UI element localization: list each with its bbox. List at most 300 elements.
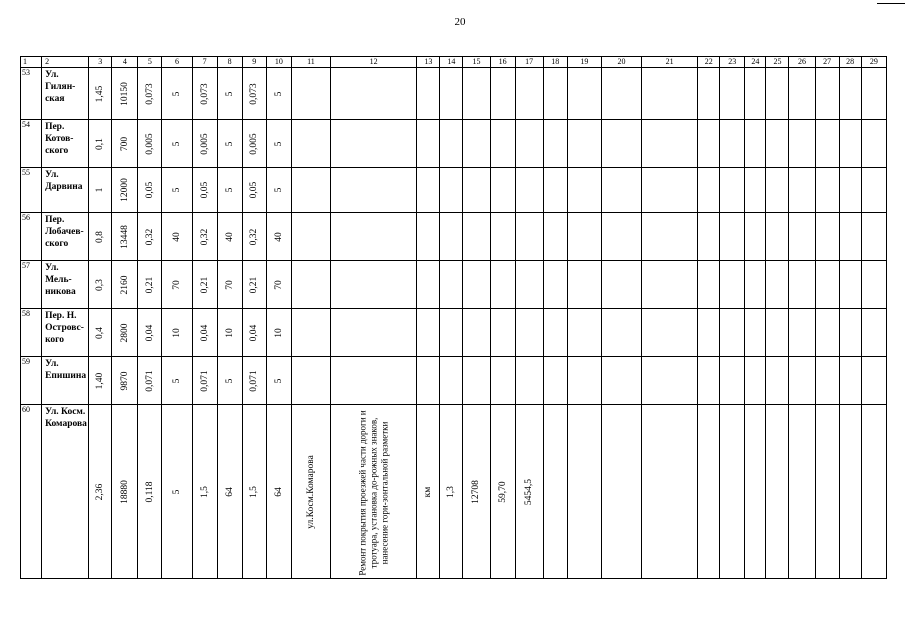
row-number: 59 [21,357,42,405]
column-header: 6 [162,57,192,68]
column-header: 17 [515,57,543,68]
empty-cell [291,213,330,261]
cell-col-11 [291,405,330,579]
empty-cell [463,261,490,309]
empty-cell [720,261,745,309]
empty-cell [567,357,601,405]
empty-cell [417,261,440,309]
cell-value: 0,4 [95,326,106,339]
column-header: 28 [839,57,861,68]
cell-col-4 [112,68,138,120]
cell-col-16 [490,405,515,579]
row-number: 53 [21,68,42,120]
cell-value: 1,5 [249,485,260,498]
cell-col-4 [112,261,138,309]
cell-col-9 [242,357,266,405]
cell-value: 1,40 [95,372,106,389]
cell-col-3 [89,120,112,168]
empty-cell [815,68,839,120]
empty-cell [543,168,567,213]
cell-col-3 [89,168,112,213]
cell-value: 12000 [119,178,130,202]
cell-col-6 [162,405,192,579]
cell-value: 10 [172,327,182,338]
empty-cell [490,68,515,120]
cell-col-17 [515,405,543,579]
cell-col-3 [89,213,112,261]
empty-cell [490,213,515,261]
column-header: 1 [21,57,42,68]
street-name: Ул. Косм. Комарова [42,405,89,579]
empty-cell [839,168,861,213]
row-number: 54 [21,120,42,168]
empty-cell [839,357,861,405]
column-header: 13 [417,57,440,68]
empty-cell [330,309,416,357]
cell-col-9 [242,309,266,357]
column-header: 23 [720,57,745,68]
cell-col-4 [112,120,138,168]
empty-cell [417,309,440,357]
cell-col-8 [217,405,242,579]
empty-cell [543,261,567,309]
empty-cell [698,168,720,213]
empty-cell [861,68,886,120]
cell-col-5 [138,357,162,405]
cell-value: 0,32 [199,228,210,245]
empty-cell [440,168,463,213]
empty-cell [463,213,490,261]
empty-cell [601,261,641,309]
cell-col-4 [112,168,138,213]
empty-cell [440,213,463,261]
street-name: Ул. Гилян- ская [42,68,89,120]
empty-cell [745,357,766,405]
cell-value: км [423,486,434,497]
column-header: 20 [601,57,641,68]
street-name: Ул. Епишина [42,357,89,405]
empty-cell [720,68,745,120]
cell-value: 64 [273,486,284,497]
empty-cell [789,120,815,168]
empty-cell [815,213,839,261]
page-number: 20 [454,16,466,28]
cell-col-10 [266,357,291,405]
cell-col-7 [192,68,217,120]
empty-cell [515,68,543,120]
cell-col-6 [162,213,192,261]
cell-col-9 [242,261,266,309]
street-name: Ул. Дарвина [42,168,89,213]
column-header: 3 [89,57,112,68]
cell-value: 0,071 [144,369,155,392]
cell-value: 59,70 [497,480,508,503]
cell-value: 5 [273,187,284,193]
empty-cell [515,168,543,213]
cell-value: 5 [224,187,235,193]
cell-value: 0,05 [144,181,155,199]
empty-cell [291,120,330,168]
empty-cell [720,168,745,213]
empty-cell [440,261,463,309]
empty-cell [543,120,567,168]
empty-cell [543,309,567,357]
cell-col-5 [138,309,162,357]
cell-col-8 [217,309,242,357]
empty-cell [330,120,416,168]
empty-cell [463,120,490,168]
cell-col-10 [266,68,291,120]
column-header: 2 [42,57,89,68]
empty-cell [417,68,440,120]
cell-value: 70 [172,279,182,290]
row-number: 57 [21,261,42,309]
empty-cell [291,261,330,309]
empty-cell [839,213,861,261]
cell-col-9 [242,168,266,213]
empty-cell [642,309,698,357]
cell-col-10 [266,120,291,168]
cell-value: 0,21 [144,276,155,293]
empty-cell [745,261,766,309]
cell-value: 0,071 [199,369,210,392]
cell-col-10 [266,168,291,213]
empty-cell [815,168,839,213]
empty-cell [642,120,698,168]
cell-value: 10 [273,327,284,338]
cell-value: 5 [273,91,284,96]
cell-col-10 [266,261,291,309]
empty-cell [567,261,601,309]
cell-col-3 [89,405,112,579]
cell-value: 2800 [119,323,130,342]
column-header: 8 [217,57,242,68]
empty-cell [490,309,515,357]
empty-cell [745,309,766,357]
cell-value: 0,005 [199,132,210,155]
column-header: 19 [567,57,601,68]
row-number: 55 [21,168,42,213]
empty-cell [789,357,815,405]
cell-col-6 [162,168,192,213]
cell-col-4 [112,213,138,261]
empty-cell [543,68,567,120]
empty-cell [861,120,886,168]
empty-cell [417,120,440,168]
empty-cell [601,68,641,120]
street-name: Пер. Котов- ского [42,120,89,168]
cell-value: 1 [95,187,106,193]
table-row [21,261,887,309]
column-header: 10 [266,57,291,68]
column-header: 27 [815,57,839,68]
row-number: 60 [21,405,42,579]
cell-value: 5 [224,378,235,383]
empty-cell [861,405,886,579]
empty-cell [515,213,543,261]
cell-col-3 [89,309,112,357]
cell-col-7 [192,213,217,261]
empty-cell [330,261,416,309]
empty-cell [698,357,720,405]
cell-value: 0,04 [144,324,155,341]
top-right-rule [877,3,905,4]
empty-cell [567,120,601,168]
empty-cell [815,309,839,357]
empty-cell [745,213,766,261]
empty-cell [789,68,815,120]
cell-col-6 [162,309,192,357]
empty-cell [789,309,815,357]
column-header: 4 [112,57,138,68]
cell-value: 0,073 [144,82,155,105]
column-header: 16 [490,57,515,68]
cell-value: 1,3 [446,485,457,498]
empty-cell [601,357,641,405]
row-number: 56 [21,213,42,261]
empty-cell [490,261,515,309]
column-header: 5 [138,57,162,68]
empty-cell [698,405,720,579]
cell-value: 0,21 [249,276,260,293]
empty-cell [839,309,861,357]
empty-cell [440,309,463,357]
cell-col-7 [192,405,217,579]
cell-value: 5 [172,489,182,494]
empty-cell [601,120,641,168]
table-row [21,357,887,405]
cell-col-4 [112,309,138,357]
cell-col-7 [192,309,217,357]
cell-value: 5 [172,378,182,383]
empty-cell [839,120,861,168]
empty-cell [861,168,886,213]
cell-col-7 [192,168,217,213]
cell-col-6 [162,357,192,405]
cell-value: 700 [119,136,130,151]
column-header: 24 [745,57,766,68]
empty-cell [440,357,463,405]
empty-cell [789,213,815,261]
empty-cell [601,213,641,261]
empty-cell [440,120,463,168]
empty-cell [567,405,601,579]
empty-cell [698,68,720,120]
work-description: Ремонт покрытия проезжей части дороги и тротуара, установка до-рожных знаков, нанесение гори-зонтальной разметки [357,410,390,576]
empty-cell [417,168,440,213]
empty-cell [490,120,515,168]
data-table [20,56,887,579]
column-header: 12 [330,57,416,68]
column-header: 25 [766,57,789,68]
empty-cell [766,168,789,213]
empty-cell [601,405,641,579]
empty-cell [745,68,766,120]
row-number: 58 [21,309,42,357]
cell-value: 0,32 [144,228,155,245]
table-row [21,309,887,357]
cell-col-8 [217,357,242,405]
empty-cell [642,213,698,261]
empty-cell [720,357,745,405]
cell-value: 0,04 [199,324,210,341]
empty-cell [698,120,720,168]
empty-cell [720,309,745,357]
empty-cell [515,357,543,405]
empty-cell [745,168,766,213]
cell-col-5 [138,213,162,261]
cell-col-4 [112,357,138,405]
empty-cell [766,405,789,579]
header-row [21,57,887,68]
cell-value: 70 [224,279,235,290]
cell-col-4 [112,405,138,579]
empty-cell [789,405,815,579]
empty-cell [698,309,720,357]
empty-cell [330,357,416,405]
empty-cell [839,261,861,309]
cell-col-6 [162,68,192,120]
cell-value: 5 [224,91,235,96]
column-header: 11 [291,57,330,68]
empty-cell [839,405,861,579]
empty-cell [766,213,789,261]
cell-value: 18880 [119,479,130,504]
empty-cell [766,309,789,357]
cell-value: 13448 [119,224,130,249]
cell-col-8 [217,68,242,120]
empty-cell [766,120,789,168]
empty-cell [440,68,463,120]
cell-value: 0,118 [144,480,155,503]
empty-cell [745,405,766,579]
cell-col-7 [192,120,217,168]
column-header: 29 [861,57,886,68]
empty-cell [766,261,789,309]
street-name: Пер. Н. Островс- кого [42,309,89,357]
cell-value: 10150 [119,81,130,106]
cell-col-9 [242,213,266,261]
empty-cell [543,405,567,579]
cell-value: 5 [273,141,284,146]
empty-cell [515,120,543,168]
cell-col-8 [217,213,242,261]
cell-col-10 [266,309,291,357]
column-header: 18 [543,57,567,68]
cell-col-7 [192,261,217,309]
table-row [21,168,887,213]
object-name: ул.Косм.Комарова [305,454,316,529]
empty-cell [720,213,745,261]
cell-col-9 [242,405,266,579]
empty-cell [515,309,543,357]
cell-col-9 [242,68,266,120]
empty-cell [815,357,839,405]
street-name: Ул. Мель- никова [42,261,89,309]
column-header: 26 [789,57,815,68]
empty-cell [642,405,698,579]
empty-cell [642,68,698,120]
cell-value: 0,32 [249,228,260,245]
empty-cell [698,261,720,309]
cell-col-5 [138,168,162,213]
empty-cell [789,261,815,309]
empty-cell [815,405,839,579]
cell-value: 1,45 [95,85,106,102]
cell-value: 0,8 [95,230,106,243]
cell-value: 5 [172,91,182,96]
cell-col-6 [162,261,192,309]
cell-col-9 [242,120,266,168]
cell-col-10 [266,405,291,579]
cell-value: 5 [172,187,182,193]
empty-cell [330,213,416,261]
empty-cell [463,309,490,357]
empty-cell [417,357,440,405]
cell-value: 0,3 [95,278,106,291]
cell-col-8 [217,261,242,309]
empty-cell [698,213,720,261]
cell-col-12 [330,405,416,579]
cell-value: 40 [172,231,182,242]
cell-value: 0,073 [249,82,260,105]
empty-cell [720,405,745,579]
empty-cell [463,357,490,405]
cell-col-3 [89,261,112,309]
empty-cell [567,168,601,213]
cell-col-6 [162,120,192,168]
cell-col-15 [463,405,490,579]
cell-value: 5 [172,141,182,146]
empty-cell [861,213,886,261]
empty-cell [861,309,886,357]
cell-value: 9870 [119,371,130,390]
column-header: 22 [698,57,720,68]
empty-cell [815,120,839,168]
table-row [21,405,887,579]
cell-col-5 [138,120,162,168]
cell-value: 70 [273,279,284,290]
empty-cell [515,261,543,309]
empty-cell [861,357,886,405]
column-header: 9 [242,57,266,68]
cell-value: 5454,5 [524,478,535,505]
cell-value: 5 [224,141,235,146]
empty-cell [463,68,490,120]
cell-value: 0,071 [249,369,260,392]
column-header: 21 [642,57,698,68]
table-row [21,120,887,168]
cell-value: 10 [224,327,235,338]
empty-cell [815,261,839,309]
empty-cell [291,309,330,357]
column-header: 15 [463,57,490,68]
cell-value: 0,21 [199,276,210,293]
empty-cell [330,168,416,213]
cell-value: 0,1 [95,137,106,150]
table-row [21,213,887,261]
empty-cell [745,120,766,168]
cell-value: 0,005 [249,132,260,155]
cell-col-3 [89,357,112,405]
empty-cell [861,261,886,309]
empty-cell [766,357,789,405]
cell-value: 64 [224,486,235,497]
empty-cell [543,213,567,261]
cell-col-3 [89,68,112,120]
empty-cell [490,168,515,213]
empty-cell [417,213,440,261]
